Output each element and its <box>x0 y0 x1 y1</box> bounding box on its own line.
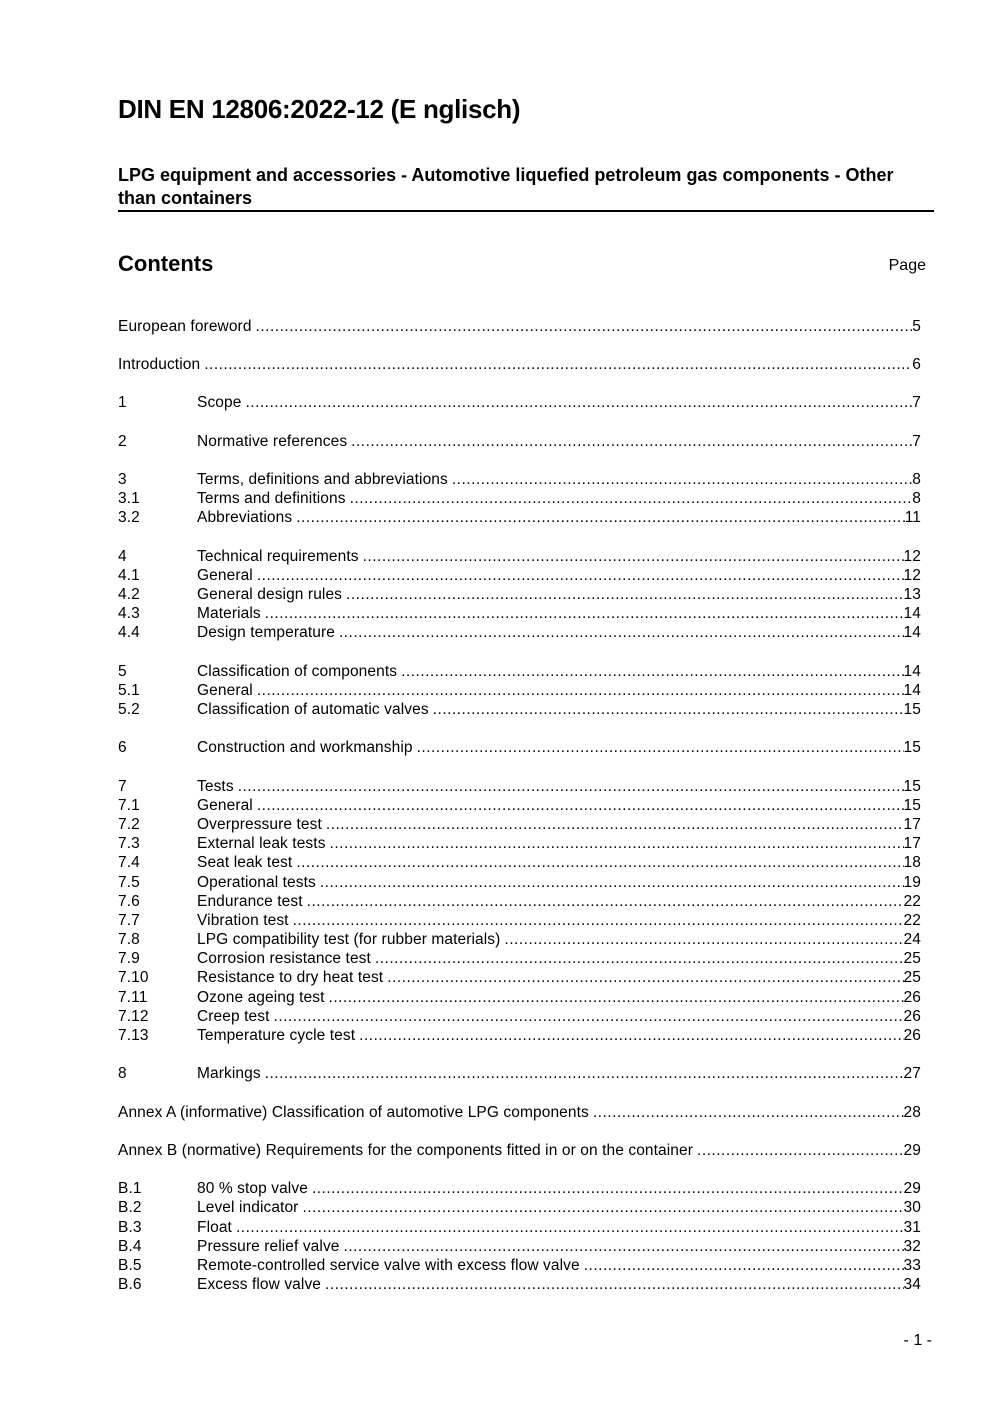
toc-entry-number: 7.7 <box>118 912 140 929</box>
toc-entry-title: Classification of automatic valves <box>197 701 429 718</box>
toc-entry-page: 25 <box>903 950 921 967</box>
toc-entry-title: Classification of components <box>197 663 398 680</box>
toc-entry-page: 12 <box>903 567 921 584</box>
toc-entry-title: External leak tests <box>197 835 326 852</box>
toc-entry-number: 4 <box>118 548 127 565</box>
toc-entry-number: B.3 <box>118 1219 142 1236</box>
toc-entry[interactable] <box>118 892 921 911</box>
toc-leader-dots <box>346 585 904 604</box>
toc-entry-title: Terms, definitions and abbreviations <box>197 471 448 488</box>
toc-leader-dots <box>584 1256 904 1275</box>
toc-entry-title: Operational tests <box>197 874 316 891</box>
toc-entry-title: Tests <box>197 778 234 795</box>
toc-leader-dots <box>296 508 904 527</box>
toc-entry[interactable] <box>118 1198 921 1217</box>
toc-leader-dots <box>375 949 904 968</box>
toc-leader-dots <box>293 911 904 930</box>
toc-entry-page: 15 <box>903 797 921 814</box>
toc-entry[interactable] <box>118 317 921 336</box>
toc-entry-page: 31 <box>903 1219 921 1236</box>
toc-entry-title: Scope <box>197 394 242 411</box>
toc-entry-number: 1 <box>118 394 127 411</box>
toc-entry-page: 28 <box>903 1104 921 1121</box>
toc-entry-title: Pressure relief valve <box>197 1238 340 1255</box>
toc-entry-number: 4.1 <box>118 567 140 584</box>
toc-entry[interactable] <box>118 873 921 892</box>
toc-entry[interactable] <box>118 566 921 585</box>
toc-entry-number: 3 <box>118 471 127 488</box>
toc-entry-title: Creep test <box>197 1008 270 1025</box>
toc-leader-dots <box>320 873 904 892</box>
toc-entry-page: 14 <box>903 663 921 680</box>
toc-entry-page: 8 <box>912 471 921 488</box>
toc-entry[interactable] <box>118 930 921 949</box>
toc-entry[interactable] <box>118 355 921 374</box>
contents-heading: Contents <box>118 251 214 276</box>
toc-leader-dots <box>330 834 904 853</box>
toc-entry-page: 8 <box>912 490 921 507</box>
toc-entry-title: General design rules <box>197 586 343 603</box>
toc-entry-page: 17 <box>903 835 921 852</box>
toc-leader-dots <box>257 796 904 815</box>
toc-entry[interactable] <box>118 662 921 681</box>
toc-entry[interactable] <box>118 1026 921 1045</box>
toc-leader-dots <box>339 623 904 642</box>
toc-entry-title: Endurance test <box>197 893 303 910</box>
toc-entry-title: Overpressure test <box>197 816 322 833</box>
toc-entry-number: 6 <box>118 739 127 756</box>
toc-entry[interactable] <box>118 853 921 872</box>
toc-entry-number: 4.3 <box>118 605 140 622</box>
toc-leader-dots <box>302 1198 903 1217</box>
toc-entry-number: 7.13 <box>118 1027 149 1044</box>
toc-entry-page: 22 <box>903 912 921 929</box>
toc-leader-dots <box>257 681 904 700</box>
toc-entry[interactable] <box>118 1103 921 1122</box>
toc-entry[interactable] <box>118 547 921 566</box>
toc-entry-title: Markings <box>197 1065 261 1082</box>
toc-entry-number: B.5 <box>118 1257 142 1274</box>
toc-leader-dots <box>236 1218 904 1237</box>
toc-entry-title: Temperature cycle test <box>197 1027 356 1044</box>
toc-leader-dots <box>452 470 912 489</box>
toc-entry[interactable] <box>118 432 921 451</box>
toc-leader-dots <box>238 777 904 796</box>
toc-entry-page: 11 <box>904 509 921 526</box>
toc-entry-page: 26 <box>903 1027 921 1044</box>
toc-entry-page: 6 <box>912 356 921 373</box>
toc-entry[interactable] <box>118 968 921 987</box>
toc-entry-page: 12 <box>903 548 921 565</box>
toc-entry-number: 8 <box>118 1065 127 1082</box>
toc-entry-number: 7.9 <box>118 950 140 967</box>
toc-leader-dots <box>325 1275 904 1294</box>
toc-entry-number: 5.2 <box>118 701 140 718</box>
toc-entry-number: 7.8 <box>118 931 140 948</box>
toc-leader-dots <box>274 1007 904 1026</box>
toc-entry[interactable] <box>118 585 921 604</box>
toc-entry-title: Terms and definitions <box>197 490 346 507</box>
toc-entry-number: 7.6 <box>118 893 140 910</box>
toc-entry[interactable] <box>118 1179 921 1198</box>
toc-leader-dots <box>204 355 912 374</box>
toc-entry-title: European foreword <box>118 318 252 335</box>
toc-entry[interactable] <box>118 988 921 1007</box>
toc-entry[interactable] <box>118 1237 921 1256</box>
toc-leader-dots <box>351 432 912 451</box>
toc-entry-number: 7.11 <box>118 989 148 1006</box>
toc-entry[interactable] <box>118 681 921 700</box>
toc-entry[interactable] <box>118 1064 921 1083</box>
toc-entry-title: Float <box>197 1219 232 1236</box>
page-number: - 1 - <box>903 1332 932 1349</box>
toc-entry-title: Corrosion resistance test <box>197 950 371 967</box>
toc-entry-page: 14 <box>903 624 921 641</box>
toc-entry-title: Abbreviations <box>197 509 293 526</box>
toc-entry-title: Seat leak test <box>197 854 293 871</box>
toc-entry-number: B.6 <box>118 1276 142 1293</box>
toc-entry-page: 24 <box>903 931 921 948</box>
toc-entry[interactable] <box>118 604 921 623</box>
toc-entry[interactable] <box>118 700 921 719</box>
toc-entry-page: 13 <box>903 586 921 603</box>
toc-entry-number: 7.1 <box>118 797 140 814</box>
toc-entry-title: Design temperature <box>197 624 335 641</box>
toc-entry-page: 14 <box>903 605 921 622</box>
toc-entry[interactable] <box>118 738 921 757</box>
toc-entry-page: 34 <box>903 1276 921 1293</box>
toc-entry-number: 7.4 <box>118 854 140 871</box>
toc-entry-title: Ozone ageing test <box>197 989 325 1006</box>
toc-entry-title: Remote-controlled service valve with excess flow valve <box>197 1257 580 1274</box>
toc-entry-number: B.1 <box>118 1180 142 1197</box>
toc-entry[interactable] <box>118 1275 921 1294</box>
toc-entry-page: 26 <box>903 989 921 1006</box>
toc-entry-page: 33 <box>903 1257 921 1274</box>
toc-entry-number: 7.2 <box>118 816 140 833</box>
toc-leader-dots <box>401 662 903 681</box>
toc-entry-page: 27 <box>903 1065 921 1082</box>
toc-entry-number: 7 <box>118 778 127 795</box>
toc-leader-dots <box>329 988 904 1007</box>
toc-entry-title: Introduction <box>118 356 201 373</box>
toc-entry[interactable] <box>118 393 921 412</box>
page-column-heading: Page <box>888 257 926 274</box>
toc-entry-title: Vibration test <box>197 912 289 929</box>
toc-entry-number: 7.5 <box>118 874 140 891</box>
toc-entry-page: 29 <box>903 1142 921 1159</box>
toc-entry[interactable] <box>118 796 921 815</box>
toc-entry-number: B.2 <box>118 1199 142 1216</box>
toc-entry-title: Level indicator <box>197 1199 299 1216</box>
toc-entry[interactable] <box>118 815 921 834</box>
toc-entry-title: General <box>197 797 253 814</box>
toc-entry-page: 29 <box>903 1180 921 1197</box>
toc-leader-dots <box>265 604 904 623</box>
toc-entry[interactable] <box>118 508 921 527</box>
toc-entry-number: 7.3 <box>118 835 140 852</box>
title-divider <box>118 210 934 212</box>
toc-entry-page: 14 <box>903 682 921 699</box>
toc-entry-number: B.4 <box>118 1238 142 1255</box>
toc-entry-number: 2 <box>118 433 127 450</box>
toc-entry-page: 18 <box>903 854 921 871</box>
toc-entry-title: LPG compatibility test (for rubber materials) <box>197 931 501 948</box>
toc-entry-title: Annex A (informative) Classification of automotive LPG components <box>118 1104 589 1121</box>
toc-entry[interactable] <box>118 489 921 508</box>
toc-entry-page: 30 <box>903 1199 921 1216</box>
toc-entry-page: 32 <box>903 1238 921 1255</box>
toc-entry-number: 4.2 <box>118 586 140 603</box>
toc-leader-dots <box>697 1141 904 1160</box>
toc-leader-dots <box>344 1237 904 1256</box>
toc-entry-title: Annex B (normative) Requirements for the components fitted in or on the container <box>118 1142 694 1159</box>
toc-leader-dots <box>256 317 913 336</box>
toc-entry-title: Normative references <box>197 433 348 450</box>
toc-leader-dots <box>363 547 904 566</box>
toc-leader-dots <box>296 853 903 872</box>
toc-entry[interactable] <box>118 777 921 796</box>
toc-entry[interactable] <box>118 949 921 968</box>
toc-entry[interactable] <box>118 911 921 930</box>
toc-entry[interactable] <box>118 470 921 489</box>
toc-leader-dots <box>593 1103 904 1122</box>
toc-entry-page: 7 <box>912 394 921 411</box>
toc-leader-dots <box>359 1026 903 1045</box>
toc-leader-dots <box>257 566 904 585</box>
toc-entry-title: Construction and workmanship <box>197 739 413 756</box>
toc-entry-number: 3.2 <box>118 509 140 526</box>
toc-entry-page: 26 <box>903 1008 921 1025</box>
toc-leader-dots <box>433 700 904 719</box>
toc-entry-title: General <box>197 682 253 699</box>
toc-entry-page: 7 <box>912 433 921 450</box>
toc-entry-page: 17 <box>903 816 921 833</box>
toc-entry-number: 7.12 <box>118 1008 149 1025</box>
toc-leader-dots <box>387 968 903 987</box>
toc-entry-page: 15 <box>903 778 921 795</box>
document-subtitle: LPG equipment and accessories - Automotive liquefied petroleum gas components - Other than containers <box>118 165 894 208</box>
toc-entry[interactable] <box>118 1218 921 1237</box>
toc-leader-dots <box>350 489 913 508</box>
toc-entry[interactable] <box>118 834 921 853</box>
toc-entry-title: Excess flow valve <box>197 1276 322 1293</box>
toc-leader-dots <box>245 393 912 412</box>
toc-entry[interactable] <box>118 1007 921 1026</box>
toc-entry-number: 5.1 <box>118 682 140 699</box>
toc-entry-page: 22 <box>903 893 921 910</box>
toc-entry-page: 15 <box>903 701 921 718</box>
toc-entry-page: 15 <box>903 739 921 756</box>
toc-leader-dots <box>417 738 904 757</box>
toc-entry-title: Materials <box>197 605 261 622</box>
document-title: DIN EN 12806:2022-12 (E nglisch) <box>118 94 521 124</box>
toc-entry[interactable] <box>118 623 921 642</box>
toc-entry-title: Resistance to dry heat test <box>197 969 384 986</box>
toc-entry-number: 4.4 <box>118 624 140 641</box>
toc-entry-title: Technical requirements <box>197 548 359 565</box>
toc-entry-page: 19 <box>903 874 921 891</box>
toc-entry[interactable] <box>118 1141 921 1160</box>
toc-leader-dots <box>504 930 903 949</box>
toc-entry-number: 7.10 <box>118 969 149 986</box>
toc-entry-page: 5 <box>912 318 921 335</box>
toc-entry-title: General <box>197 567 253 584</box>
toc-entry-page: 25 <box>903 969 921 986</box>
toc-entry[interactable] <box>118 1256 921 1275</box>
toc-entry-title: 80 % stop valve <box>197 1180 308 1197</box>
toc-leader-dots <box>265 1064 904 1083</box>
toc-leader-dots <box>312 1179 904 1198</box>
toc-leader-dots <box>307 892 904 911</box>
toc-entry-number: 3.1 <box>118 490 140 507</box>
toc-entry-number: 5 <box>118 663 127 680</box>
toc-leader-dots <box>326 815 904 834</box>
